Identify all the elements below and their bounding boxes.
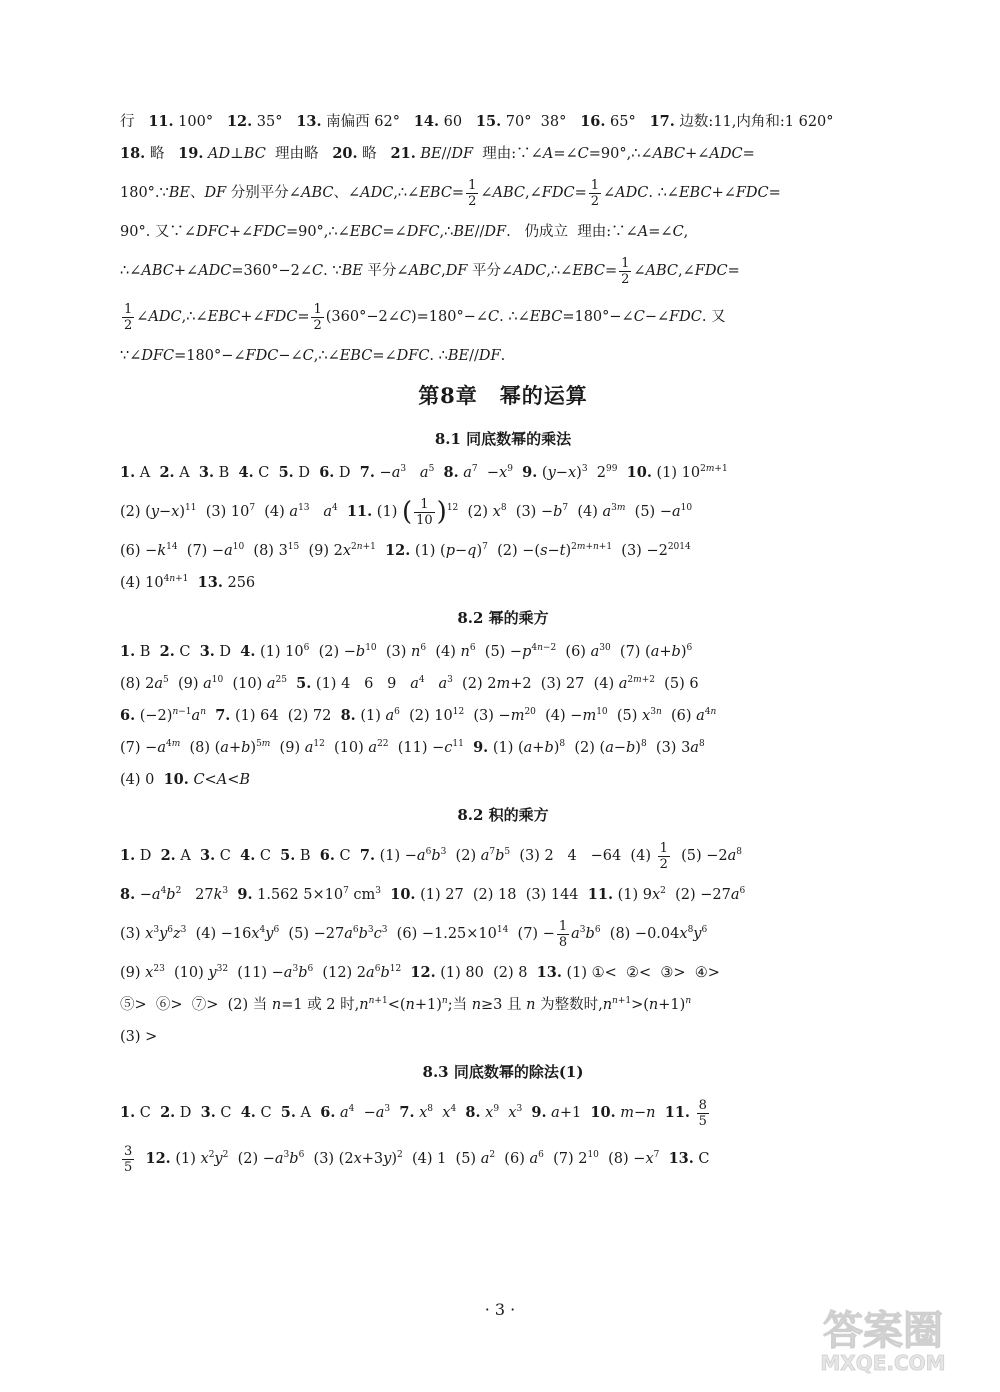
answer-page	[120, 112, 886, 1188]
section-title: 8.2 积的乘方	[457, 806, 549, 824]
answer-line: 1. B 2. C 3. D 4. (1) $10^6$ $(2) -b^{10}$ (3) $n^6$ (4) $n^6$ $(5) -p^{4n-2}$ (6) $a^{30}$ (7) $(a+b)^6$	[120, 643, 693, 660]
answer-line: ⑤> ⑥> ⑦> (2) 当 n=1 或 2 时$,n^{n+1}<(n+1)^n$;当 n≥3 且 n 为整数时$,n^{n+1}>(n+1)^n$	[120, 996, 692, 1013]
watermark-text: 答案圈	[823, 1308, 943, 1354]
answer-line: (3) $x^3y^6z^3$ $(4) -16x^4y^6$ $(5) -27a^6b^3c^3$ $(6) -1.25\times 10^{14}$ (7) − $\frac{1}{8}$ $a^3b^6$ $(8) -0.04x^8y^6$	[120, 918, 708, 950]
answer-line: 1. A 2. A 3. B 4. C 5. D 6. D 7. $-a^3$ $a^5$ 8. $a^7 -x^9$ 9. $(y-x)^3$ $2^{99}$ 10. (1) $10^{2m+1}$	[120, 464, 728, 481]
answer-line: 8. $-a^4b^2$ $27k^3$ 9. 1.562 $5\times 10^7$ $cm^3$ 10. (1) 27 (2) 18 (3) 144 11. (1) $9x^2$ $(2) -27a^6$	[120, 886, 746, 903]
answer-line: 1. C 2. D 3. C 4. C 5. A 6. $a^4 -a^3$ 7. $x^8$ $x^4$ 8. $x^9$ $x^3$ 9. a+1 10. m−n 11. $\frac{8}{5}$	[120, 1097, 707, 1129]
answer-line: ∵∠DFC=180°−∠FDC−∠C,∴∠EBC=∠DFC. ∴BE//DF.	[120, 348, 506, 364]
answer-line: $\frac{3}{5}$ 12. (1) $x^2y^2$ $(2) -a^3b^6$ (3) $(2x+3y)^2$ (4) 1 (5) $a^2$ (6) $a^6$ (7) $2^{10}$ $(8) -x^7$ 13. C	[124, 1143, 710, 1175]
answer-line: 180°.∵BE、DF 分别平分∠ABC、∠ADC,∴∠EBC= $\frac{1}{2}$ ∠ABC,∠FDC= $\frac{1}{2}$ ∠ADC. ∴∠EBC+∠FDC=	[120, 177, 781, 209]
answer-line: 1. D 2. A 3. C 4. C 5. B 6. C 7. $(1) -a^6b^3$ (2) $a^7b^5$ (3) 2 4 −64 (4) $\frac{1}{2}$ $(5) -2a^8$	[120, 840, 743, 872]
chapter-title: 第8章 幂的运算	[418, 383, 588, 408]
answer-line: $(7) -a^{4m}$ (8) $(a+b)^{5m}$ (9) $a^{12}$ (10) $a^{22}$ $(11) -c^{11}$ 9. (1) $(a+b)^8$ (2) $(a-b)^8$ (3) $3a^8$	[120, 739, 705, 756]
answer-line: (4) 0 10. C<A<B	[120, 771, 250, 788]
answer-line: 90°. 又∵∠DFC+∠FDC=90°,∴∠EBC=∠DFC,∴BE//DF. 仍成立 理由:∵∠A=∠C,	[120, 224, 689, 240]
page-number: · 3 ·	[484, 1300, 516, 1319]
answer-line: (8) $2a^5$ (9) $a^{10}$ (10) $a^{25}$ 5. (1) 4 6 9 $a^4$ $a^3$ (2) 2m+2 (3) 27 (4) $a^{2m+2}$ (5) 6	[120, 675, 699, 692]
section-title: 8.3 同底数幂的除法(1)	[422, 1063, 584, 1081]
answer-line: (4) $10^{4n+1}$ 13. 256	[120, 574, 256, 591]
answer-line: 6. $(-2)^{n-1}a^n$ 7. (1) 64 (2) 72 8. (1) $a^6$ (2) $10^{12}$ $(3) -m^{20}$ $(4) -m^{10}$ (5) $x^{3n}$ (6) $a^{4n}$	[120, 707, 717, 724]
section-title: 8.2 幂的乘方	[457, 609, 549, 627]
section-title: 8.1 同底数幂的乘法	[434, 430, 572, 448]
answer-line: $(6) -k^{14}$ $(7) -a^{10}$ (8) $3^{15}$ (9) $2x^{2n+1}$ 12. (1) $(p-q)^7$ $(2) -(s-t)^{2m+n+1}$ $(3) -2^{2014}$	[120, 542, 691, 559]
answer-line: ∴∠ABC+∠ADC=360°−2∠C. ∵BE 平分∠ABC,DF 平分∠ADC,∴∠EBC= $\frac{1}{2}$ ∠ABC,∠FDC=	[120, 255, 740, 287]
watermark-url: MXQE.COM	[820, 1351, 946, 1375]
answer-line: 行 11. 100° 12. 35° 13. 南偏西 62° 14. 60 15. 70° 38° 16. 65° 17. 边数:11,内角和:1 620°	[120, 113, 834, 130]
answer-line: (3) >	[120, 1029, 158, 1045]
watermark-logo	[788, 1300, 978, 1376]
answer-line: (2) $(y-x)^{11}$ (3) $10^7$ (4) $a^{13}$ $a^4$ 11. (1) ( $\frac{1}{10}$ )$^{12}$ (2) $x^8$ $(3) -b^7$ (4) $a^{3m}$ $(5) -a^{10}$	[120, 496, 693, 528]
answer-line: 18. 略 19. AD⊥BC 理由略 20. 略 21. BE//DF 理由:∵∠A=∠C=90°,∴∠ABC+∠ADC=	[120, 145, 755, 162]
answer-line: (9) $x^{23}$ (10) $y^{32}$ $(11) -a^3b^6$ (12) $2a^6b^{12}$ 12. (1) 80 (2) 8 13. (1) ①< ②< ③> ④>	[120, 964, 720, 981]
answer-line: $\frac{1}{2}$ ∠ADC,∴∠EBC+∠FDC= $\frac{1}{2}$ (360°−2∠C)=180°−∠C. ∴∠EBC=180°−∠C−∠FDC. 又	[124, 301, 726, 333]
